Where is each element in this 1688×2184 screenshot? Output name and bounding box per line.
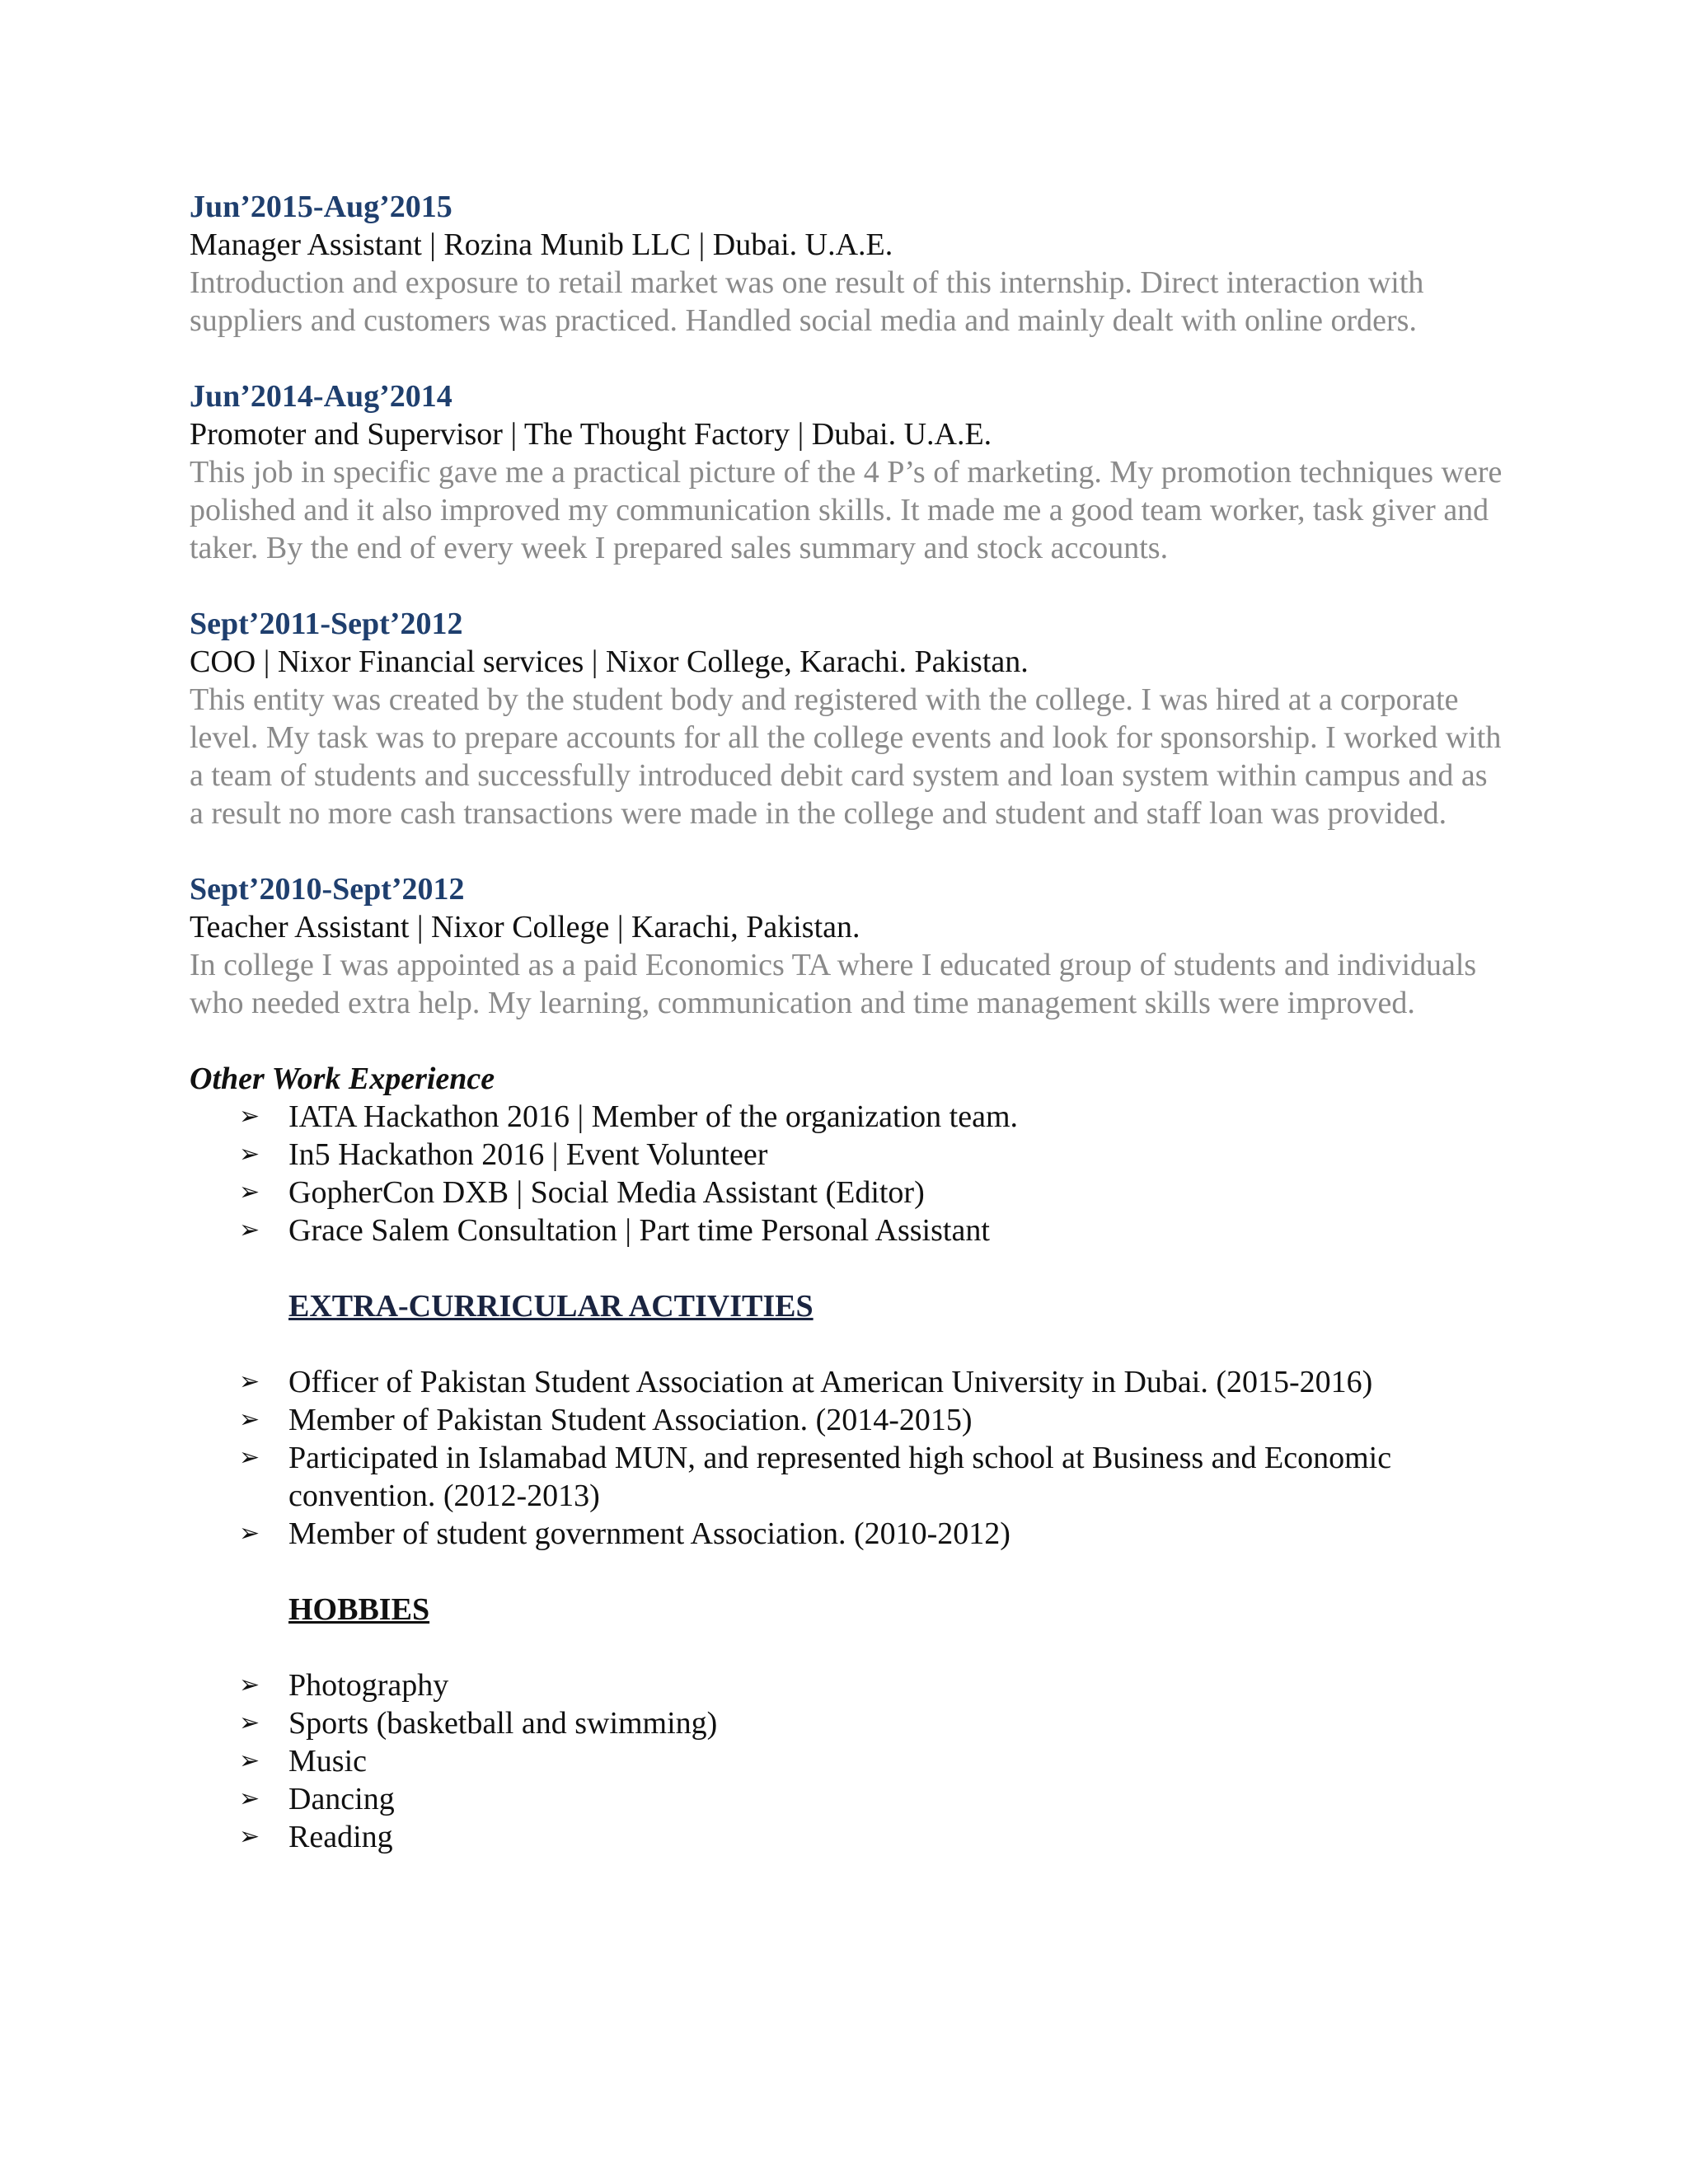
arrow-bullet-icon: ➢: [239, 1519, 260, 1548]
arrow-bullet-icon: ➢: [239, 1671, 260, 1699]
hobbies-heading: HOBBIES: [288, 1592, 430, 1627]
list-item: [239, 1098, 1508, 1136]
experience-description: This job in specific gave me a practical picture of the 4 P’s of marketing. My promotion techniques were polished and it also improved my communication skills. It made me a good team worker, task giver and taker. By the end of every week I prepared sales summary and stock accounts.: [190, 455, 1503, 565]
list-item-text: Member of student government Association. (2010-2012): [288, 1516, 1010, 1551]
list-item: [239, 1212, 1508, 1249]
experience-description: Introduction and exposure to retail market was one result of this internship. Direct interaction with suppliers and customers was practiced. Handled social media and mainly dealt with online orders.: [190, 265, 1424, 338]
list-item-text: Member of Pakistan Student Association. (2014-2015): [288, 1403, 973, 1437]
list-item: [239, 1401, 1508, 1439]
list-item: [239, 1742, 1508, 1780]
list-item-text: Sports (basketball and swimming): [288, 1706, 718, 1741]
experience-date: Jun’2014-Aug’2014: [190, 379, 452, 414]
arrow-bullet-icon: ➢: [239, 1140, 260, 1169]
arrow-bullet-icon: ➢: [239, 1443, 260, 1472]
list-item: [239, 1363, 1508, 1401]
experience-entry: [190, 188, 1508, 340]
list-item: [239, 1174, 1508, 1212]
experience-date: Jun’2015-Aug’2015: [190, 190, 452, 224]
list-item-text: Photography: [288, 1668, 449, 1703]
experience-role: COO | Nixor Financial services | Nixor College, Karachi. Pakistan.: [190, 644, 1029, 679]
arrow-bullet-icon: ➢: [239, 1178, 260, 1207]
list-item-text: IATA Hackathon 2016 | Member of the organization team.: [288, 1099, 1019, 1134]
list-item: [239, 1704, 1508, 1742]
arrow-bullet-icon: ➢: [239, 1822, 260, 1851]
list-item-text: Reading: [288, 1820, 393, 1854]
list-item-text: Participated in Islamabad MUN, and represented high school at Business and Economic convention. (2012-2013): [288, 1441, 1392, 1513]
experience-description: This entity was created by the student body and registered with the college. I was hired at a corporate level. My task was to prepare accounts for all the college events and look for sponsorship. I worked with a team of students and successfully introduced debit card system and loan system within campus and as a result no more cash transactions were made in the college and student and staff loan was provided.: [190, 682, 1502, 831]
list-item: [239, 1515, 1508, 1553]
experience-description: In college I was appointed as a paid Economics TA where I educated group of students and individuals who needed extra help. My learning, communication and time management skills were improved.: [190, 948, 1477, 1020]
extracurricular-list: [190, 1363, 1508, 1553]
experience-role: Manager Assistant | Rozina Munib LLC | Dubai. U.A.E.: [190, 227, 893, 262]
other-work-list: [190, 1098, 1508, 1249]
extracurricular-heading: EXTRA-CURRICULAR ACTIVITIES: [288, 1289, 814, 1324]
arrow-bullet-icon: ➢: [239, 1746, 260, 1775]
list-item: [239, 1780, 1508, 1818]
experience-entry: [190, 377, 1508, 567]
experience-role: Teacher Assistant | Nixor College | Karachi, Pakistan.: [190, 910, 860, 944]
other-work-title: Other Work Experience: [190, 1062, 495, 1096]
list-item-text: Music: [288, 1744, 367, 1779]
list-item-text: GopherCon DXB | Social Media Assistant (Editor): [288, 1175, 925, 1210]
list-item-text: Dancing: [288, 1782, 395, 1816]
list-item-text: Grace Salem Consultation | Part time Personal Assistant: [288, 1213, 990, 1248]
list-item-text: Officer of Pakistan Student Association at American University in Dubai. (2015-2016): [288, 1365, 1373, 1399]
arrow-bullet-icon: ➢: [239, 1405, 260, 1434]
list-item: [239, 1666, 1508, 1704]
arrow-bullet-icon: ➢: [239, 1708, 260, 1737]
experience-role: Promoter and Supervisor | The Thought Factory | Dubai. U.A.E.: [190, 417, 992, 452]
experience-date: Sept’2010-Sept’2012: [190, 872, 465, 907]
list-item: [239, 1818, 1508, 1856]
arrow-bullet-icon: ➢: [239, 1216, 260, 1244]
experience-date: Sept’2011-Sept’2012: [190, 607, 463, 641]
arrow-bullet-icon: ➢: [239, 1102, 260, 1131]
other-work-section: [190, 1060, 1508, 1249]
hobbies-list: [190, 1666, 1508, 1856]
list-item: [239, 1136, 1508, 1174]
arrow-bullet-icon: ➢: [239, 1367, 260, 1396]
resume-content: [190, 188, 1508, 1856]
experience-entry: [190, 605, 1508, 832]
experience-entry: [190, 870, 1508, 1022]
list-item: [239, 1439, 1508, 1515]
arrow-bullet-icon: ➢: [239, 1784, 260, 1813]
list-item-text: In5 Hackathon 2016 | Event Volunteer: [288, 1137, 768, 1172]
